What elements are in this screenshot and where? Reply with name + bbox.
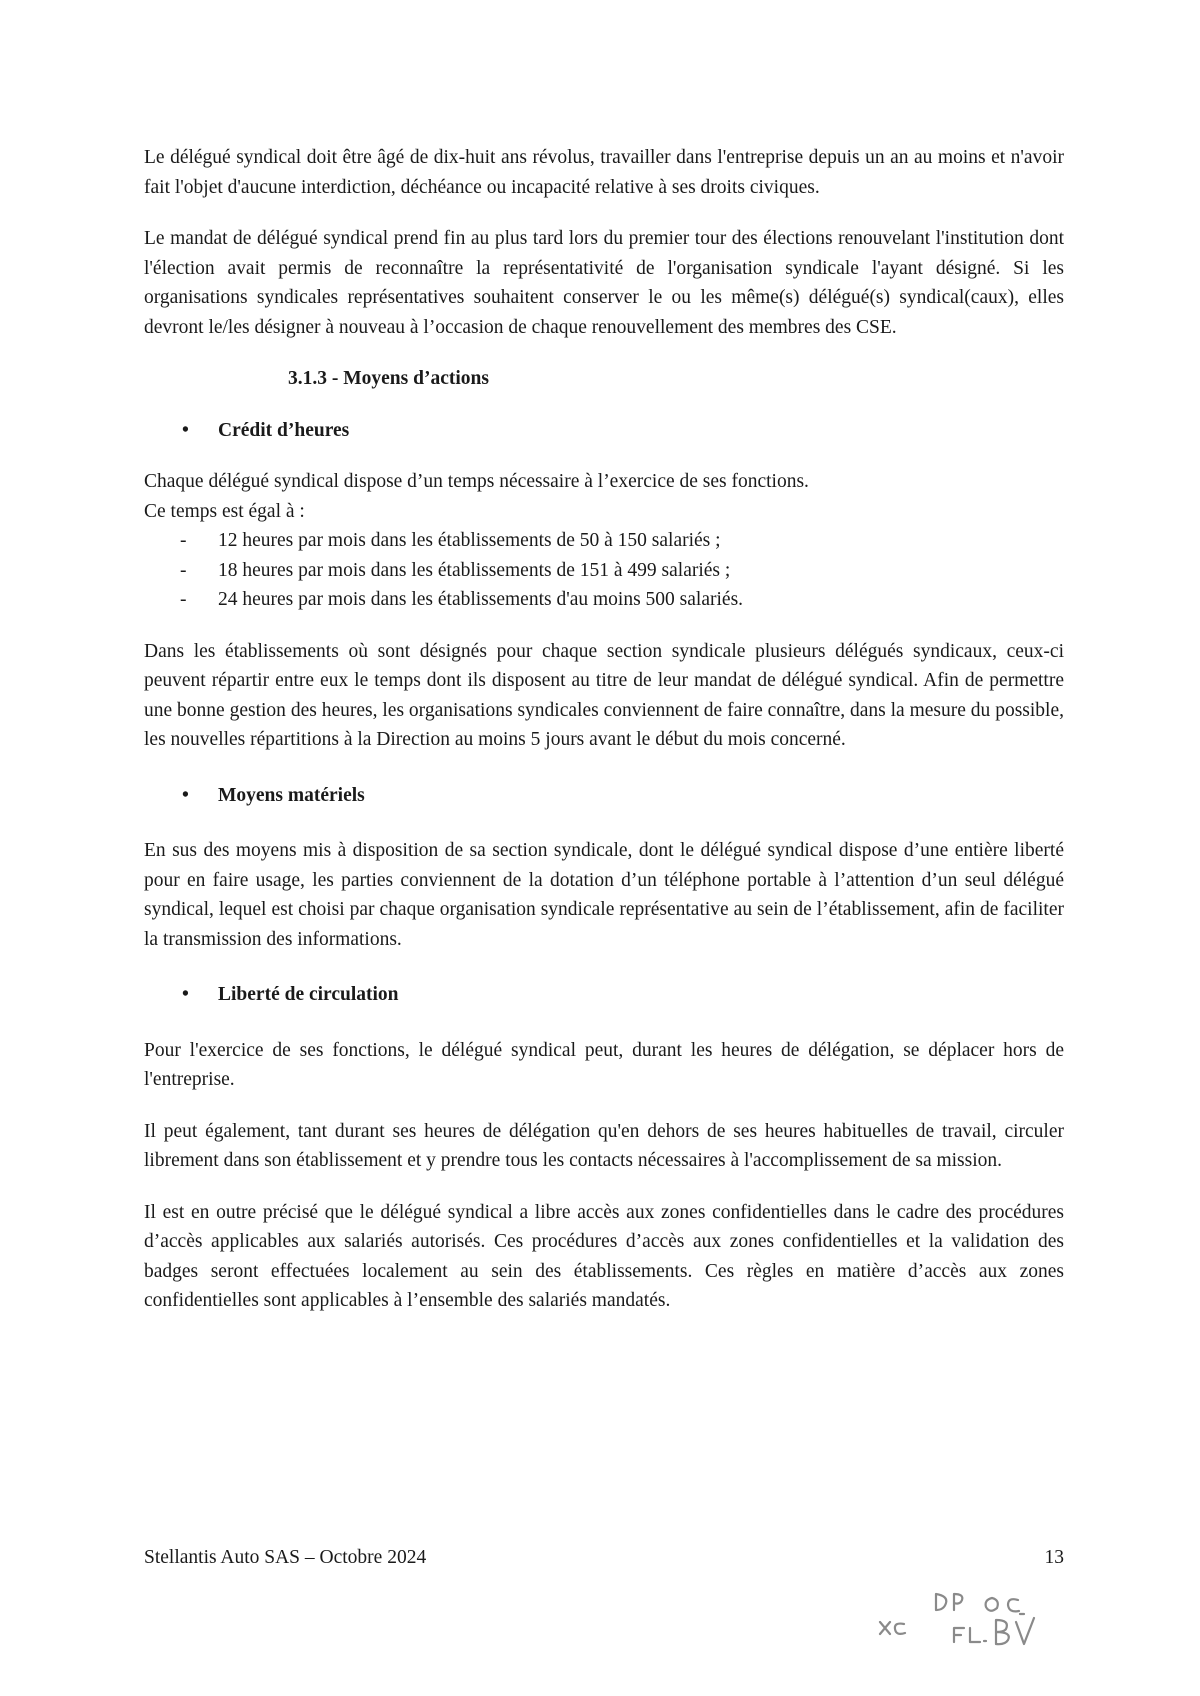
page-number: 13 [1044,1547,1064,1568]
bullet-heading-label: Crédit d’heures [218,419,350,441]
paragraph-eligibility: Le délégué syndical doit être âgé de dix-huit ans révolus, travailler dans l'entreprise depuis un an au moins et n'avoir fait l'objet d'aucune interdiction, déchéance ou incapacité relative à ses droits civiques. [144,147,1064,198]
bullet-glyph: • [182,784,189,806]
credit-intro-2: Ce temps est égal à : [144,500,305,522]
credit-intro-1: Chaque délégué syndical dispose d’un temps nécessaire à l’exercice de ses fonctions. [144,471,809,492]
footer-company-date: Stellantis Auto SAS – Octobre 2024 [144,1547,427,1568]
paragraph-circulation-3: Il est en outre précisé que le délégué syndical a libre accès aux zones confidentielles dans le cadre des procédures d’accès applicables aux salariés autorisés. Ces procédures d’accès aux zones confidentielles et la validation des badges seront effectuées localement au sein des établissements. Ces règles en matière d’accès aux zones confidentielles sont applicables à l’ensemble des salariés mandatés. [144,1201,1064,1311]
bullet-heading-label: Moyens matériels [218,784,365,806]
bullet-heading-circulation [144,980,1064,1010]
bullet-heading-materiels [144,781,1064,811]
handwritten-initials [860,1570,1060,1650]
page-content [144,143,1064,1316]
dash-glyph: - [180,530,187,551]
dash-glyph: - [180,589,187,610]
list-item: - 12 heures par mois dans les établissements de 50 à 150 salariés ; [144,526,1064,556]
paragraph-circulation-2: Il peut également, tant durant ses heures de délégation qu'en dehors de ses heures habituelles de travail, circuler librement dans son établissement et y prendre tous les contacts nécessaires à l'accomplissement de sa mission. [144,1120,1064,1171]
paragraph-mandate-end: Le mandat de délégué syndical prend fin au plus tard lors du premier tour des élections renouvelant l'institution dont l'élection avait permis de reconnaître la représentativité de l'organisation syndicale l'ayant désigné. Si les organisations syndicales représentatives souhaitent conserver le ou les même(s) délégué(s) syndical(caux), elles devront le/les désigner à nouveau à l’occasion de chaque renouvellement des membres des CSE. [144,228,1064,338]
paragraph-repartition: Dans les établissements où sont désignés pour chaque section syndicale plusieurs délégués syndicaux, ceux-ci peuvent répartir entre eux le temps dont ils disposent au titre de leur mandat de délégué syndical. Afin de permettre une bonne gestion des heures, les organisations syndicales conviennent de faire connaître, dans la mesure du possible, les nouvelles répartitions à la Direction au moins 5 jours avant le début du mois concerné. [144,640,1064,750]
list-item: - 24 heures par mois dans les établissements d'au moins 500 salariés. [144,585,1064,615]
paragraph-materiels: En sus des moyens mis à disposition de sa section syndicale, dont le délégué syndical dispose d’une entière liberté pour en faire usage, les parties conviennent de la dotation d’un téléphone portable à l’attention d’un seul délégué syndical, lequel est choisi par chaque organisation syndicale représentative au sein de l’établissement, afin de faciliter la transmission des informations. [144,840,1064,950]
page-footer [144,1543,1064,1573]
bullet-heading-label: Liberté de circulation [218,984,399,1005]
section-heading: 3.1.3 - Moyens d’actions [288,368,489,389]
bullet-heading-credit [144,416,1064,446]
list-item: - 18 heures par mois dans les établissements de 151 à 499 salariés ; [144,556,1064,586]
paragraph-circulation-1: Pour l'exercice de ses fonctions, le délégué syndical peut, durant les heures de délégation, se déplacer hors de l'entreprise. [144,1039,1064,1090]
bullet-glyph: • [182,984,189,1005]
dash-glyph: - [180,559,187,581]
bullet-glyph: • [182,419,189,441]
credit-hours-list [144,526,1064,615]
